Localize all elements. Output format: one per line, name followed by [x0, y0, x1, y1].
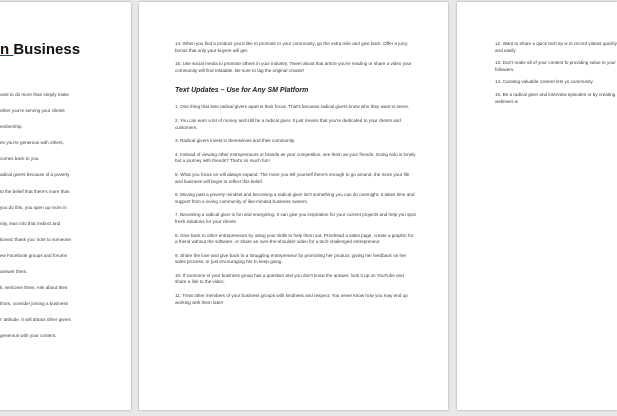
paragraph: 4. Instead of viewing other entrepreneurs or brands as your competition, see them as your friends. Going solo is lonely but a journey with friends? That's so much fun! [175, 151, 416, 164]
section-heading: Text Updates – Use for Any SM Platform [175, 87, 309, 95]
paragraph: 15. Be a radical giver and interview episodes or by creating webinars w [495, 91, 616, 104]
body-paragraphs [175, 104, 416, 306]
title-prefix: n [0, 41, 14, 58]
paragraph: other you're serving your clients [0, 108, 65, 114]
paragraph: 2. You can earn a lot of money and still be a radical giver. It just means that you're dedicated to your clients and customers. [175, 117, 401, 130]
paragraph: answer them. [0, 269, 28, 275]
paragraph: 14. Curating valuable content lets yo community. [495, 79, 594, 85]
paragraph: 15. Use social media to promote others in your industry. Tweet about that article you're reading or share a video your community will find relatable. Be sure to tag the original creator! [175, 61, 412, 73]
paragraph: 3. Radical givers invest in themselves and their community. [175, 138, 296, 144]
paragraph: 6. Moving past a poverty mindset and becoming a radical giver isn't something you can do overnight. It takes time and support from a loving community of like-minded business owners. [175, 192, 415, 204]
paragraph: comes back to you. [0, 156, 40, 162]
paragraph: vant to do more than simply make [0, 92, 69, 97]
left-lines [0, 92, 127, 340]
paragraph: 11. Treat other members of your business groups with kindness and respect. You never know how you may end up working with them later! [175, 293, 408, 305]
paragraph: k, welcome them. Ask about their [0, 285, 68, 291]
paragraph: tioned 'thank you' note to someone [0, 236, 71, 242]
page-middle-content [175, 41, 416, 313]
paragraph: 12. Want to share a quick tech tip w to record videos quickly and easily [495, 41, 617, 53]
document-page-middle [139, 2, 448, 410]
paragraph: 14. When you find a product you'd like to promote to your community, go the extra mile and give back. Offer a juicy bonus that only your buyers will get. [175, 41, 408, 53]
paragraph: 9. Share the love and give back to a struggling entrepreneur by promoting her product, giving her feedback on her sales process, or just encouraging her to keep going. [175, 252, 407, 265]
paragraph: adical givers because of a poverty [0, 172, 70, 178]
paragraph: to the belief that there's more than [0, 188, 70, 194]
paragraph: 1. One thing that sets radical givers apart is their focus. That's because radical givers know who they want to serve. [175, 104, 410, 110]
page-title [0, 42, 127, 58]
paragraph: en you're generous with others, [0, 140, 64, 146]
document-page-left [0, 2, 131, 410]
paragraph: you do this, you open up room in [0, 204, 67, 210]
paragraph: embership. [0, 124, 23, 130]
paragraph: 10. If someone in your business group has a question and you don't know the answer, look it up on YouTube and share a link to the video. [175, 272, 404, 285]
intro-paragraphs [175, 41, 416, 74]
paragraph: ew Facebook groups and forums [0, 252, 67, 258]
paragraph: 8. Give back to other entrepreneurs by using your skills to help them out. Proofread a sales page, create a graphic for a friend without the software, or share an over-the-shoulder video for a tech-challenged entrepreneur. [175, 232, 414, 245]
paragraph: 13. Don't make all of your content fo providing value to your followers. [495, 60, 616, 72]
paragraph: r' attitude. It will attract other givers [0, 317, 71, 323]
title-main: Business [13, 41, 81, 58]
paragraph: nity, lean into that instinct and [0, 220, 61, 226]
paragraph: 5. What you focus on will always expand. The more you tell yourself there's enough to go around, the more your life and business will begin to reflect this belief. [175, 171, 410, 184]
page-right-content [495, 41, 617, 111]
paragraph: thors, consider joining a business [0, 301, 68, 307]
document-page-right [457, 2, 617, 410]
paragraph: generous with your content. [0, 333, 57, 339]
paragraph: 7. Becoming a radical giver is fun and energizing. It can give you inspiration for your current projects and help you spot fresh solutions for your clients. [175, 212, 416, 224]
page-left-content [0, 42, 127, 350]
right-paragraphs [495, 41, 617, 105]
